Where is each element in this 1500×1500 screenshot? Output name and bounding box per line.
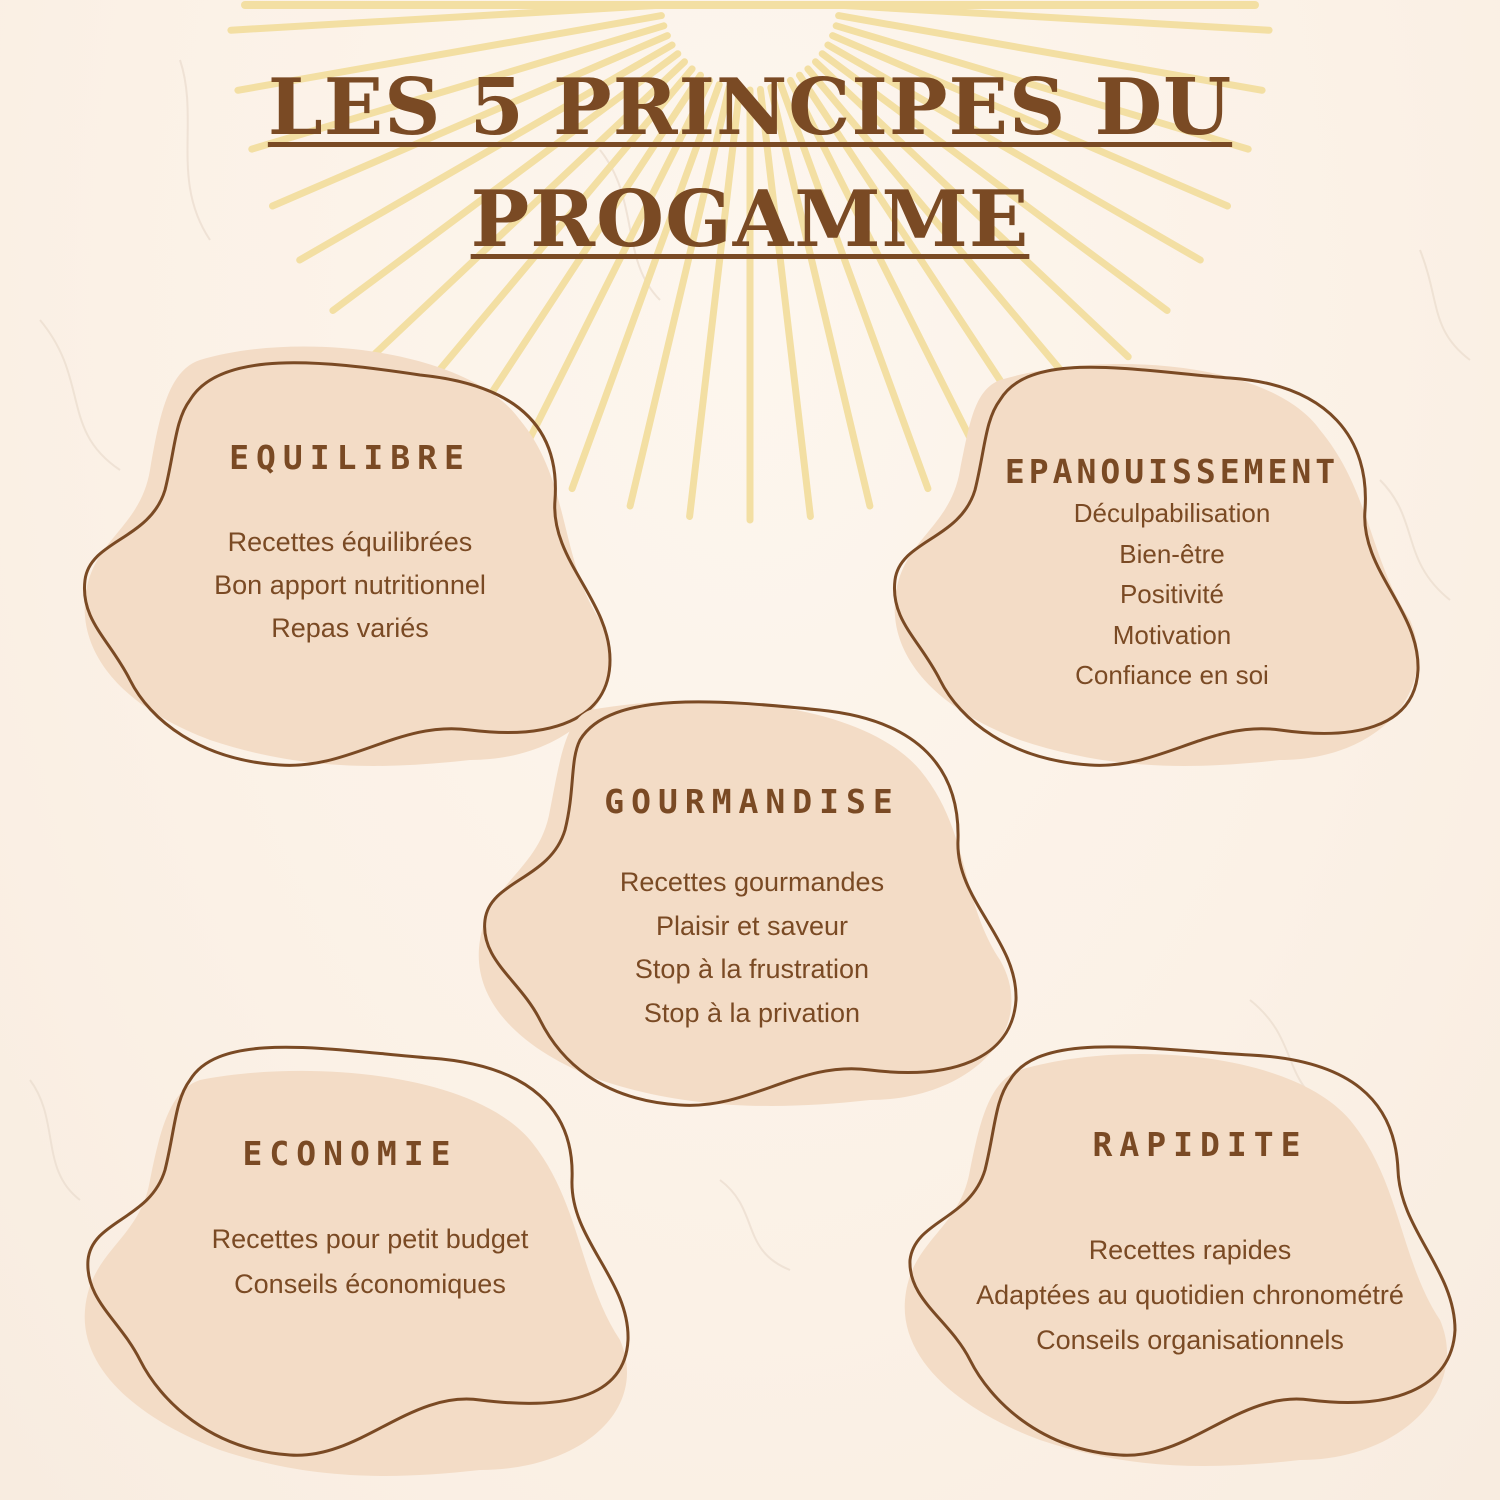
principle-heading: ECONOMIE — [242, 1134, 458, 1173]
principle-heading: RAPIDITE — [1092, 1125, 1308, 1164]
principle-item: Bon apport nutritionnel — [214, 570, 486, 600]
principle-item: Stop à la privation — [643, 997, 861, 1028]
principle-heading: EPANOUISSEMENT — [1004, 452, 1340, 491]
principle-item: Plaisir et saveur — [655, 910, 849, 941]
principle-item: Recettes pour petit budget — [211, 1224, 529, 1254]
principle-item: Stop à la frustration — [634, 954, 870, 984]
principle-item: Déculpabilisation — [1073, 498, 1271, 528]
principle-heading: EQUILIBRE — [229, 438, 471, 477]
principle-economie — [150, 1134, 590, 1307]
principle-rapidite — [930, 1125, 1450, 1363]
title-line-2: PROGAMME — [470, 174, 1030, 265]
title-line-1: LES 5 PRINCIPES DU — [267, 62, 1233, 153]
principle-item: Recettes gourmandes — [619, 867, 885, 897]
page-title — [250, 52, 1250, 276]
principle-gourmandise — [550, 782, 954, 1035]
principle-item: Recettes rapides — [1088, 1235, 1292, 1265]
principle-item: Confiance en soi — [1075, 660, 1269, 690]
principle-item: Conseils organisationnels — [1036, 1325, 1344, 1355]
principle-item: Adaptées au quotidien chronométré — [976, 1280, 1404, 1310]
principle-item: Conseils économiques — [234, 1269, 506, 1299]
principle-heading: GOURMANDISE — [604, 782, 900, 821]
principle-item: Bien-être — [1119, 538, 1225, 569]
principle-item: Repas variés — [271, 613, 429, 643]
principle-epanouissement — [972, 452, 1372, 696]
principle-item: Positivité — [1119, 579, 1225, 609]
principle-equilibre — [150, 438, 550, 650]
principle-item: Recettes équilibrées — [227, 527, 473, 557]
principle-item: Motivation — [1112, 619, 1232, 650]
